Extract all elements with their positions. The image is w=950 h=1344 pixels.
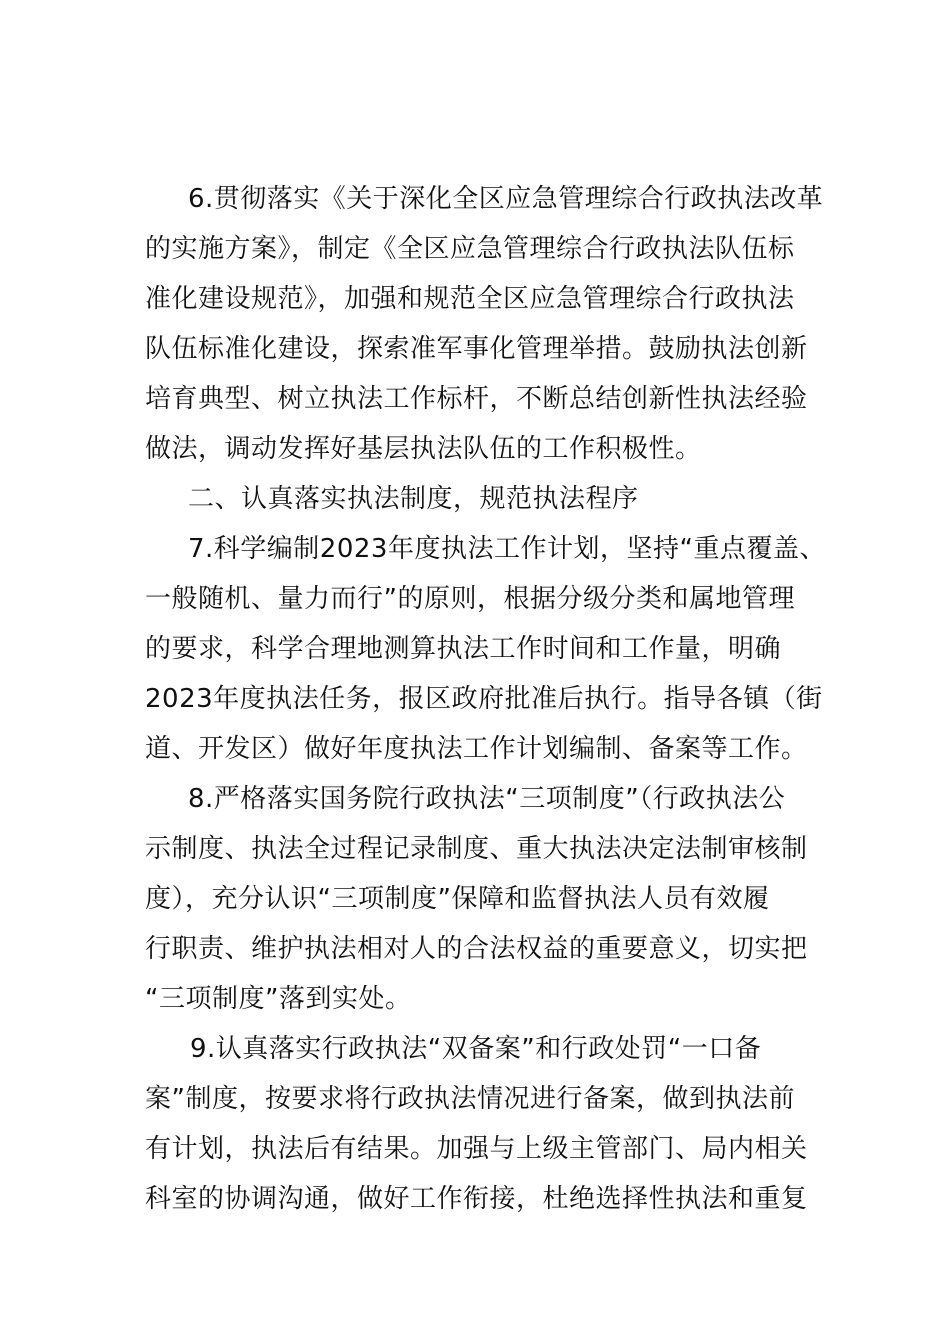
paragraph-8-line-1: 8.严格落实国务院行政执法“三项制度”（行政执法公 [188,784,786,814]
paragraph-8-line-3: 度），充分认识“三项制度”保障和监督执法人员有效履 [145,884,770,914]
paragraph-9-line-4: 科室的协调沟通，做好工作衔接，杜绝选择性执法和重复 [145,1184,808,1214]
paragraph-7-line-2: 一般随机、量力而行”的原则，根据分级分类和属地管理 [145,584,795,614]
paragraph-6-line-3: 准化建设规范》，加强和规范全区应急管理综合行政执法 [145,284,795,314]
paragraph-6-line-5: 培育典型、树立执法工作标杆，不断总结创新性执法经验 [145,384,808,414]
paragraph-8-line-4: 行职责、维护执法相对人的合法权益的重要意义，切实把 [145,934,808,964]
paragraph-7-line-5: 道、开发区）做好年度执法工作计划编制、备案等工作。 [145,734,808,764]
paragraph-6-line-6: 做法，调动发挥好基层执法队伍的工作积极性。 [145,434,702,464]
paragraph-9-line-3: 有计划，执法后有结果。加强与上级主管部门、局内相关 [145,1134,808,1164]
paragraph-6-line-2: 的实施方案》，制定《全区应急管理综合行政执法队伍标 [145,234,795,264]
paragraph-9-line-2: 案”制度，按要求将行政执法情况进行备案，做到执法前 [145,1084,795,1114]
section-heading-2: 二、认真落实执法制度，规范执法程序 [188,484,639,514]
paragraph-6-line-4: 队伍标准化建设，探索准军事化管理举措。鼓励执法创新 [145,334,808,364]
paragraph-9-line-1: 9.认真落实行政执法“双备案”和行政处罚“一口备 [190,1034,762,1064]
paragraph-7-line-4: 2023年度执法任务，报区政府批准后执行。指导各镇（街 [145,684,823,714]
paragraph-7-line-3: 的要求，科学合理地测算执法工作时间和工作量，明确 [145,634,782,664]
paragraph-7-line-1: 7.科学编制2023年度执法工作计划，坚持“重点覆盖、 [188,534,826,564]
paragraph-6-line-1: 6.贯彻落实《关于深化全区应急管理综合行政执法改革 [188,184,824,214]
paragraph-8-line-2: 示制度、执法全过程记录制度、重大执法决定法制审核制 [145,834,808,864]
paragraph-8-line-5: “三项制度”落到实处。 [145,984,412,1014]
